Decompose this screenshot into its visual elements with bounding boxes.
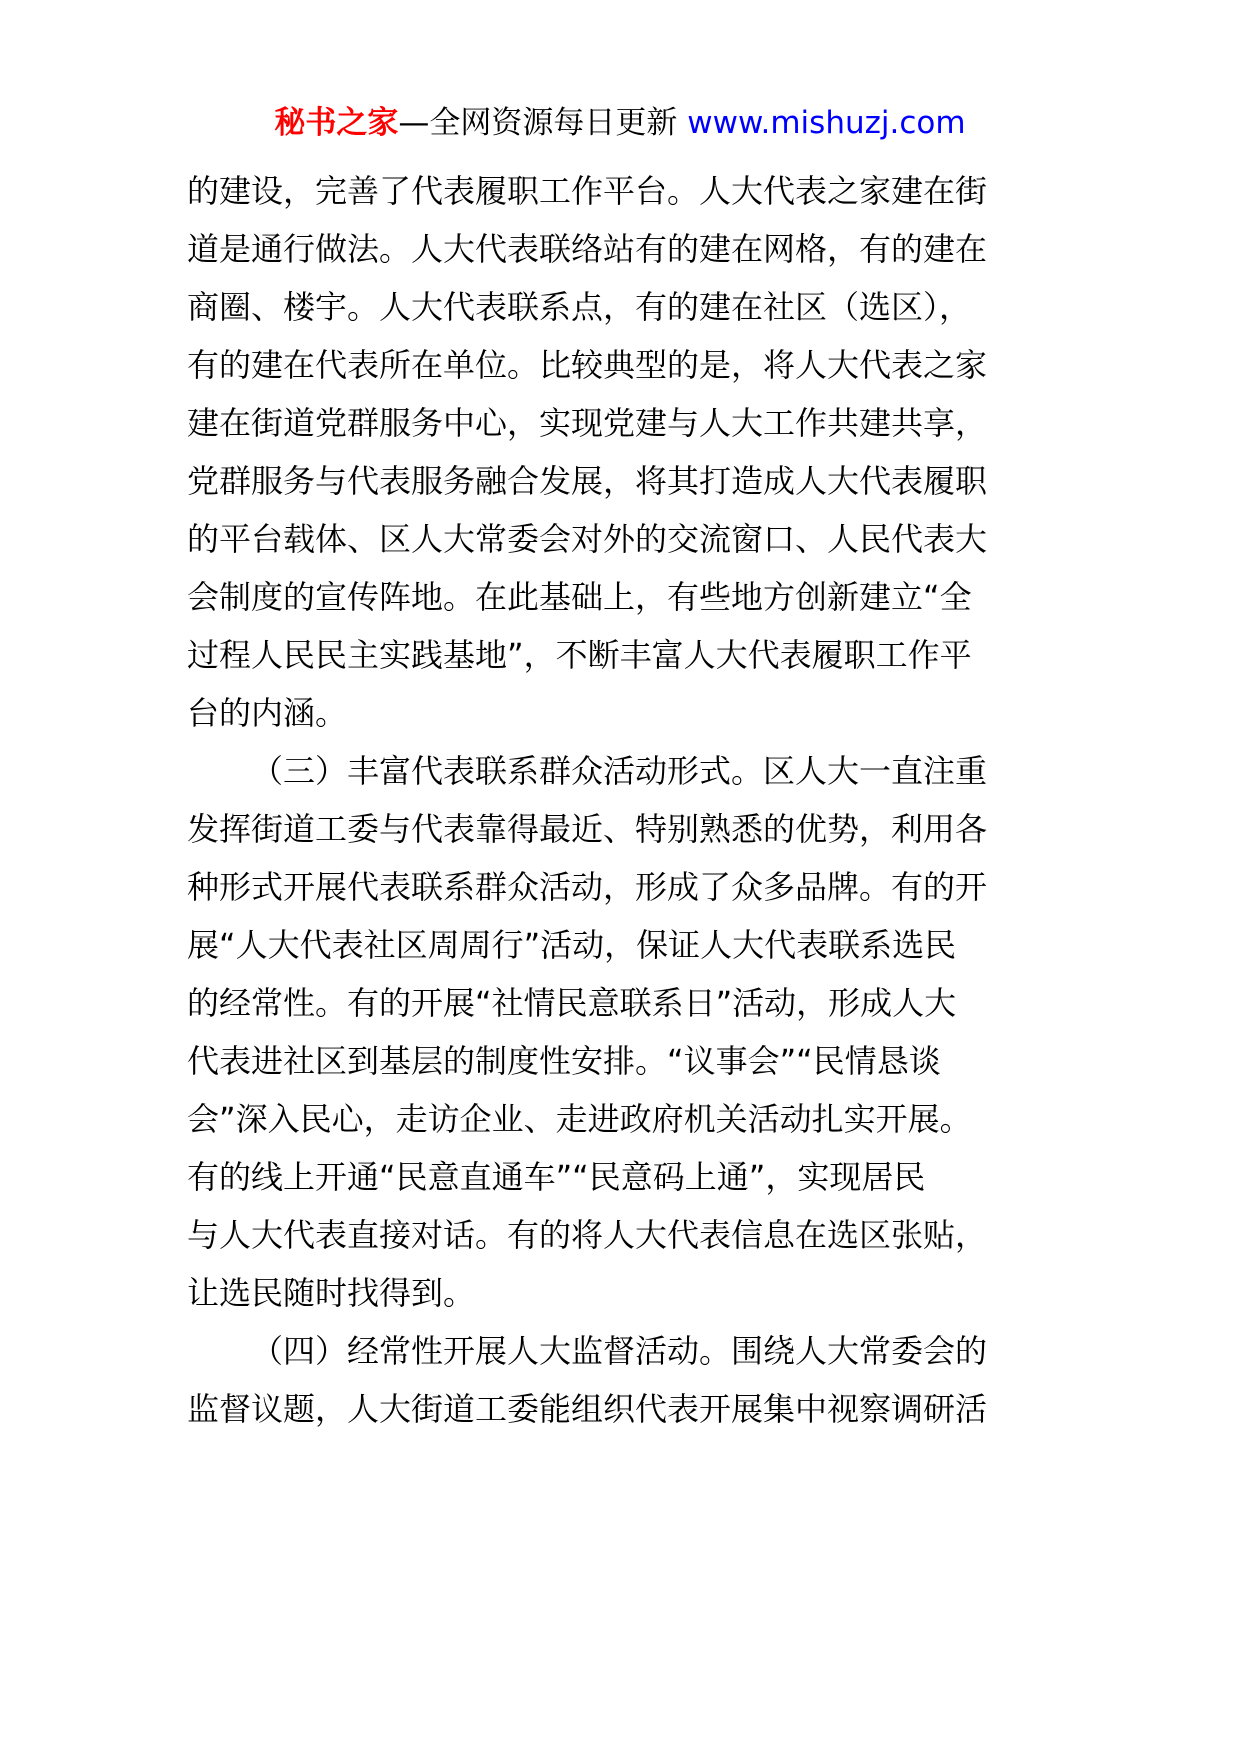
- text-line: 会制度的宣传阵地。在此基础上，有些地方创新建立“全: [187, 578, 972, 616]
- text-line: 会”深入民心，走访企业、走进政府机关活动扎实开展。: [187, 1100, 972, 1138]
- text-line: 监督议题，人大街道工委能组织代表开展集中视察调研活: [187, 1390, 988, 1428]
- text-line: 的经常性。有的开展“社情民意联系日”活动，形成人大: [187, 984, 957, 1022]
- text-line: 商圈、楼宇。人大代表联系点，有的建在社区（选区），: [187, 288, 972, 326]
- page-header: [0, 103, 1240, 143]
- text-line: 让选民随时找得到。: [187, 1274, 476, 1312]
- site-brand: 秘书之家: [274, 105, 399, 141]
- paragraph-2: [187, 742, 1057, 1322]
- text-line: 的建设，完善了代表履职工作平台。人大代表之家建在街: [187, 172, 988, 210]
- text-line: （四）经常性开展人大监督活动。围绕人大常委会的: [251, 1332, 988, 1370]
- text-line: 有的建在代表所在单位。比较典型的是，将人大代表之家: [187, 346, 988, 384]
- document-body: [187, 162, 1057, 1438]
- text-line: 发挥街道工委与代表靠得最近、特别熟悉的优势，利用各: [187, 810, 988, 848]
- site-tagline: —全网资源每日更新: [398, 105, 678, 141]
- text-line: 代表进社区到基层的制度性安排。“议事会”“民情恳谈: [187, 1042, 941, 1080]
- text-line: 台的内涵。: [187, 694, 348, 732]
- text-line: 道是通行做法。人大代表联络站有的建在网格，有的建在: [187, 230, 988, 268]
- text-line: 有的线上开通“民意直通车”“民意码上通”，实现居民: [187, 1158, 926, 1196]
- text-line: 展“人大代表社区周周行”活动，保证人大代表联系选民: [187, 926, 957, 964]
- text-line: 过程人民民主实践基地”，不断丰富人大代表履职工作平: [187, 636, 972, 674]
- paragraph-1: [187, 162, 1057, 742]
- site-url-link[interactable]: www.mishuzj.com: [687, 105, 966, 141]
- text-line: 党群服务与代表服务融合发展，将其打造成人大代表履职: [187, 462, 988, 500]
- text-line: 的平台载体、区人大常委会对外的交流窗口、人民代表大: [187, 520, 988, 558]
- text-line: 建在街道党群服务中心，实现党建与人大工作共建共享，: [187, 404, 988, 442]
- text-line: （三）丰富代表联系群众活动形式。区人大一直注重: [251, 752, 988, 790]
- paragraph-3: [187, 1322, 1057, 1438]
- text-line: 种形式开展代表联系群众活动，形成了众多品牌。有的开: [187, 868, 988, 906]
- text-line: 与人大代表直接对话。有的将人大代表信息在选区张贴，: [187, 1216, 988, 1254]
